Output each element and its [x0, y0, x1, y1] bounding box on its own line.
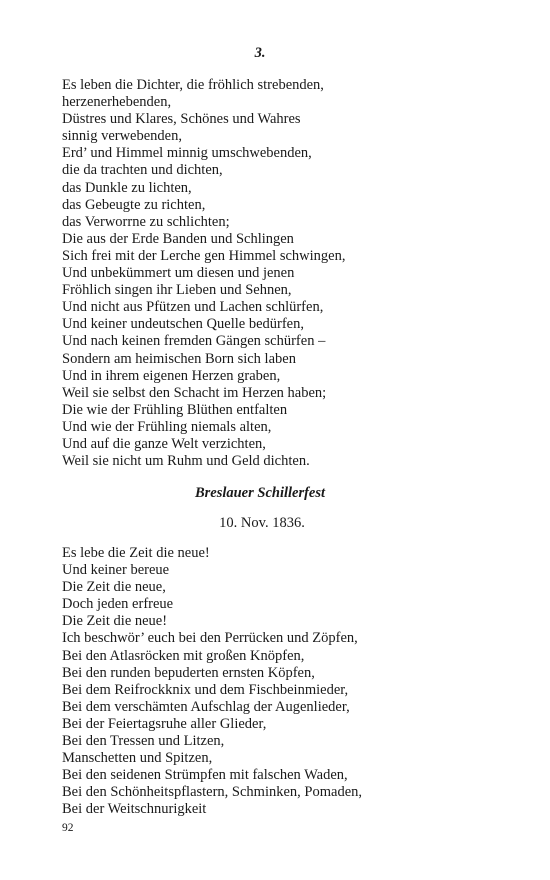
poem-line: Bei den seidenen Strümpfen mit falschen Waden,	[62, 767, 348, 784]
poem-line: Doch jeden erfreue	[62, 596, 174, 613]
poem-line: Weil sie nicht um Ruhm und Geld dichten.	[62, 453, 310, 470]
poem-date: 10. Nov. 1836.	[219, 515, 305, 531]
section-number: 3.	[254, 45, 266, 61]
poem-line: Es leben die Dichter, die fröhlich strebenden,	[62, 77, 324, 93]
poem-title: Breslauer Schillerfest	[194, 485, 326, 501]
poem-line: Weil sie selbst den Schacht im Herzen haben;	[62, 384, 327, 401]
poem-line: die da trachten und dichten,	[62, 162, 223, 179]
poem-line: Sich frei mit der Lerche gen Himmel schwingen,	[62, 247, 346, 264]
poem-schillerfest	[62, 545, 502, 819]
poem-line: Und keiner undeutschen Quelle bedürfen,	[62, 316, 304, 333]
poem-section-3	[62, 77, 502, 470]
poem-line: Bei den Tressen und Litzen,	[62, 733, 225, 750]
poem-line: Die aus der Erde Banden und Schlingen	[62, 230, 294, 247]
poem-line: Bei dem Reifrockknix und dem Fischbeinmieder,	[62, 681, 349, 698]
poem-line: Manschetten und Spitzen,	[62, 750, 213, 767]
poem-line: Und keiner bereue	[62, 562, 170, 579]
poem-line: Bei den runden bepuderten ernsten Köpfen,	[62, 664, 315, 681]
poem-line: Und auf die ganze Welt verzichten,	[62, 435, 266, 452]
poem-line: Es lebe die Zeit die neue!	[62, 545, 210, 561]
poem-line: Bei den Schönheitspflastern, Schminken, Pomaden,	[62, 784, 363, 801]
poem-line: Bei der Weitschnurigkeit	[62, 801, 207, 818]
poem-line: Und in ihrem eigenen Herzen graben,	[62, 367, 281, 384]
poem-line: Bei dem verschämten Aufschlag der Augenlieder,	[62, 698, 350, 715]
poem-line: Die Zeit die neue,	[62, 579, 166, 596]
poem-line: Die Zeit die neue!	[62, 613, 168, 630]
poem-line: Und unbekümmert um diesen und jenen	[62, 265, 295, 282]
poem-line: Ich beschwör’ euch bei den Perrücken und Zöpfen,	[62, 630, 358, 647]
poem-line: Die wie der Frühling Blüthen entfalten	[62, 401, 288, 418]
poem-line: sinnig verwebenden,	[62, 128, 182, 145]
page-number: 92	[62, 822, 74, 834]
poem-line: das Gebeugte zu richten,	[62, 196, 206, 213]
poem-line: Bei den Atlasröcken mit großen Knöpfen,	[62, 647, 305, 664]
poem-line: das Dunkle zu lichten,	[62, 179, 192, 196]
poem-line: Bei der Feiertagsruhe aller Glieder,	[62, 715, 267, 732]
poem-line: herzenerhebenden,	[62, 94, 172, 111]
poem-line: Sondern am heimischen Born sich laben	[62, 350, 296, 367]
poem-line: Und nach keinen fremden Gängen schürfen –	[62, 333, 326, 350]
poem-line: Und nicht aus Pfützen und Lachen schlürfen,	[62, 299, 324, 316]
poem-line: Düstres und Klares, Schönes und Wahres	[62, 111, 301, 128]
poem-line: Fröhlich singen ihr Lieben und Sehnen,	[62, 282, 292, 299]
poem-line: das Verworrne zu schlichten;	[62, 213, 230, 230]
poem-line: Und wie der Frühling niemals alten,	[62, 418, 272, 435]
poem-line: Erd’ und Himmel minnig umschwebenden,	[62, 145, 312, 162]
